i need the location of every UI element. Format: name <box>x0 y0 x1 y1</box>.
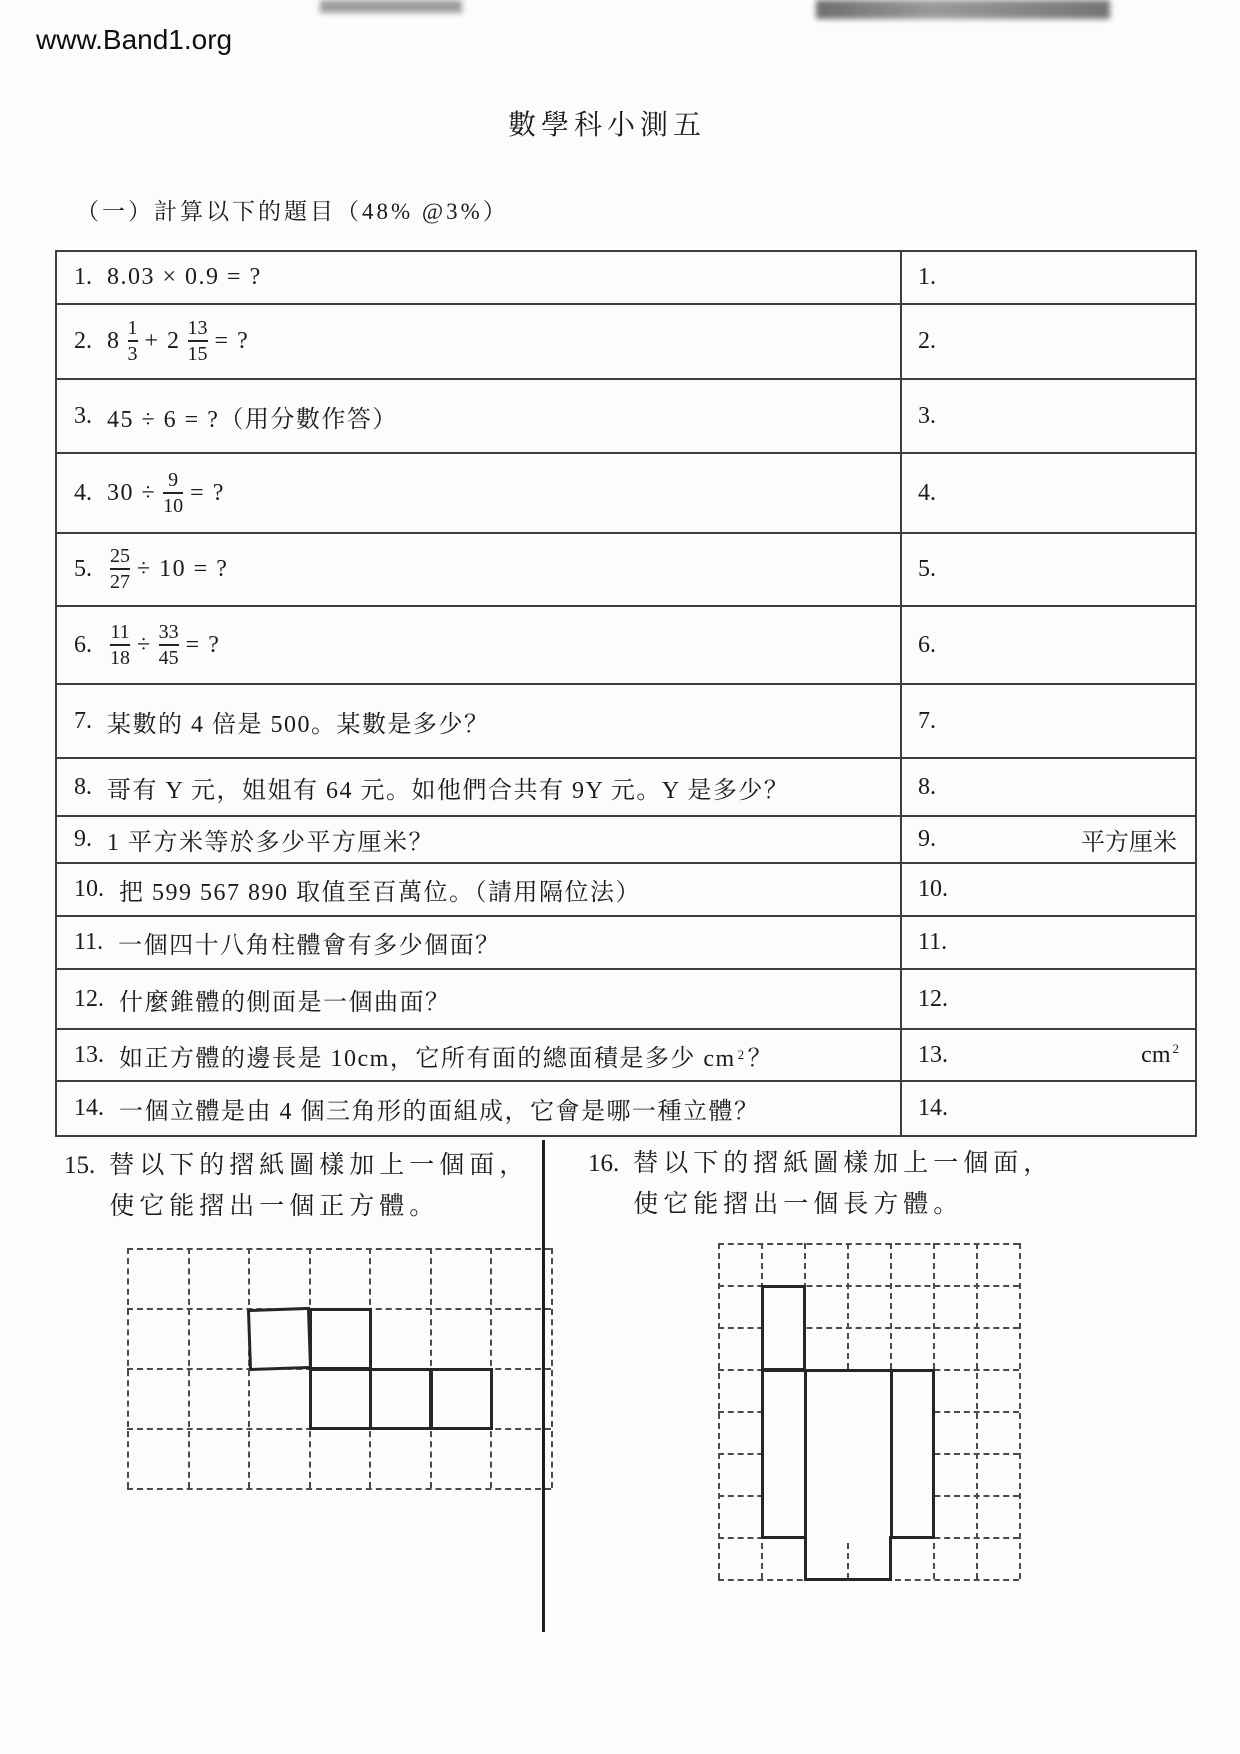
fraction-denominator: 45 <box>159 644 179 669</box>
question-text-part: 把 599 567 890 取值至百萬位。（請用隔位法） <box>119 880 641 906</box>
question-number: 9. <box>74 826 92 852</box>
answer-cell <box>902 685 1195 757</box>
answer-cell <box>902 607 1195 683</box>
answer-number: 4. <box>918 479 936 506</box>
answer-cell <box>902 817 1195 862</box>
superscript: 2 <box>1172 1040 1179 1056</box>
fraction-numerator: 11 <box>110 620 130 643</box>
fraction-denominator: 27 <box>110 568 130 593</box>
table-row <box>57 252 1195 305</box>
question-text <box>105 470 227 517</box>
question-cell <box>57 252 902 303</box>
table-row <box>57 380 1195 454</box>
net-face-outline <box>369 1368 432 1430</box>
grid-line <box>127 1248 551 1250</box>
fraction-denominator: 3 <box>128 340 138 365</box>
question-cell <box>57 1082 902 1135</box>
scan-artifact <box>816 0 1110 19</box>
table-row <box>57 607 1195 685</box>
questions-table <box>55 250 1197 1137</box>
answer-cell <box>902 1082 1195 1135</box>
question-number: 10. <box>74 876 104 902</box>
question-text <box>105 822 436 857</box>
scan-artifact <box>320 0 462 13</box>
table-row <box>57 305 1195 380</box>
question-text-part: = ? <box>214 328 250 354</box>
answer-cell <box>902 252 1195 303</box>
question-15 <box>64 1145 529 1227</box>
question-cell <box>57 305 902 378</box>
question-text-part: 45 ÷ 6 = ?（用分數作答） <box>107 406 398 433</box>
section-heading: （一）計算以下的題目（48% @3%） <box>76 199 509 224</box>
net-face-outline <box>761 1285 806 1371</box>
fraction-numerator: 9 <box>168 468 179 491</box>
question-text-part: ？ <box>747 1045 774 1072</box>
fraction <box>128 318 138 365</box>
question-number: 7. <box>74 707 92 734</box>
question-text-part: 一個立體是由 4 個三角形的面組成，它會是哪一種立體？ <box>119 1099 760 1125</box>
question-number: 13. <box>74 1041 104 1068</box>
question-16 <box>588 1143 1053 1225</box>
answer-number: 9. <box>918 826 936 852</box>
table-row <box>57 864 1195 917</box>
table-row <box>57 454 1195 534</box>
question-cell <box>57 970 902 1028</box>
answer-number: 11. <box>918 929 948 955</box>
table-row <box>57 1030 1195 1082</box>
answer-cell <box>902 917 1195 968</box>
answer-cell <box>902 864 1195 915</box>
question-text-part: + 2 <box>144 328 181 354</box>
question-number: 12. <box>74 985 104 1012</box>
net-face-outline <box>761 1369 935 1539</box>
question-cell <box>57 817 902 862</box>
fraction-numerator: 1 <box>127 317 138 339</box>
net-fold-line <box>804 1369 807 1537</box>
fraction-denominator: 18 <box>110 644 130 669</box>
folding-grid-15 <box>127 1248 551 1489</box>
site-watermark: www.Band1.org <box>36 24 233 55</box>
question-number: 8. <box>74 773 92 800</box>
net-face-outline <box>309 1368 372 1430</box>
question-text-part: 30 ÷ <box>107 479 157 506</box>
fraction-denominator: 15 <box>188 340 208 365</box>
grid-line <box>1019 1243 1021 1579</box>
fraction-numerator: 33 <box>158 620 179 643</box>
fraction-denominator: 10 <box>163 492 183 517</box>
question-number: 1. <box>74 264 92 290</box>
answer-unit <box>1079 822 1179 857</box>
question-text <box>109 1145 529 1227</box>
fraction-numerator: 13 <box>187 317 208 339</box>
fraction-numerator: 25 <box>110 545 130 567</box>
question-text-part: ÷ 10 = ? <box>137 556 229 582</box>
question-text: 如正方體的邊長是 10cm，它所有面的總面積是多少 cm 2 ？ <box>117 1038 775 1073</box>
table-row <box>57 970 1195 1030</box>
question-text-part: 8.03 × 0.9 = ? <box>107 264 262 290</box>
question-number: 14. <box>74 1095 104 1121</box>
question-number: 4. <box>74 479 92 506</box>
question-text-part: cm <box>1141 1041 1171 1068</box>
question-text-part: 什麼錐體的側面是一個曲面？ <box>119 989 451 1016</box>
question-cell <box>57 534 902 605</box>
answer-unit <box>1139 1042 1179 1069</box>
fraction <box>110 546 130 593</box>
question-text-part: ÷ <box>137 631 152 658</box>
question-line: 使它能摺出一個長方體。 <box>633 1191 964 1218</box>
folding-grid-16 <box>718 1243 1020 1580</box>
question-line: 替以下的摺紙圖樣加上一個面， <box>633 1150 1054 1177</box>
answer-number: 7. <box>918 707 936 734</box>
question-line: 替以下的摺紙圖樣加上一個面， <box>109 1152 530 1179</box>
page-title: 數學科小測五 <box>508 110 707 141</box>
answer-cell <box>902 305 1195 378</box>
net-face-outline <box>309 1308 372 1370</box>
table-row <box>57 534 1195 607</box>
question-cell <box>57 1030 902 1080</box>
answer-number: 6. <box>918 631 936 658</box>
question-text-part: = ? <box>185 631 221 658</box>
question-number: 2. <box>74 328 92 354</box>
question-text-part: 1 平方米等於多少平方厘米？ <box>107 830 434 856</box>
table-row <box>57 1082 1195 1135</box>
net-fold-line <box>890 1369 893 1537</box>
question-cell <box>57 759 902 815</box>
question-number: 15. <box>64 1152 96 1179</box>
question-text <box>105 770 791 805</box>
question-cell <box>57 607 902 683</box>
question-text-part: 平方厘米 <box>1081 830 1177 856</box>
question-text <box>116 925 503 960</box>
question-text-part: 一個四十八角柱體會有多少個面？ <box>118 933 501 959</box>
question-text <box>105 318 251 365</box>
net-face-outline <box>430 1368 493 1430</box>
grid-line <box>718 1243 1019 1245</box>
net-face-outline <box>247 1307 312 1371</box>
answer-number: 8. <box>918 773 936 800</box>
grid-line <box>127 1488 551 1490</box>
net-face-outline <box>804 1537 892 1581</box>
question-text-part: 某數的 4 倍是 500。某數是多少？ <box>107 711 490 738</box>
fraction <box>110 622 130 669</box>
question-text-part: = ? <box>190 479 225 506</box>
table-row <box>57 759 1195 817</box>
grid-line <box>551 1248 553 1488</box>
answer-number: 12. <box>918 985 948 1012</box>
answer-number: 10. <box>918 876 948 902</box>
question-line: 使它能摺出一個正方體。 <box>109 1193 440 1220</box>
answer-number: 2. <box>918 328 936 354</box>
answer-number: 3. <box>918 402 936 429</box>
question-number: 16. <box>588 1150 620 1177</box>
question-number: 3. <box>74 402 92 429</box>
question-number: 11. <box>74 929 104 955</box>
answer-cell <box>902 1030 1195 1080</box>
question-text <box>105 264 264 291</box>
question-text <box>105 622 222 669</box>
fraction <box>159 622 179 669</box>
question-text <box>105 704 492 739</box>
question-cell <box>57 917 902 968</box>
question-text-part: 8 <box>107 328 121 354</box>
question-text-part: 哥有 Y 元，姐姐有 64 元。如他們合共有 9Y 元。Y 是多少？ <box>107 777 790 804</box>
fraction <box>188 318 208 365</box>
question-text <box>117 872 643 907</box>
answer-number: 13. <box>918 1041 948 1068</box>
answer-number: 14. <box>918 1095 948 1121</box>
question-number: 5. <box>74 556 92 582</box>
answer-cell <box>902 380 1195 452</box>
question-text <box>117 1091 762 1126</box>
question-text <box>633 1143 1053 1225</box>
question-cell <box>57 380 902 452</box>
question-text <box>105 399 400 434</box>
answer-cell <box>902 970 1195 1028</box>
table-row <box>57 917 1195 970</box>
question-number: 6. <box>74 631 92 658</box>
answer-cell <box>902 534 1195 605</box>
answer-number: 5. <box>918 556 936 582</box>
question-text <box>117 982 453 1017</box>
question-cell <box>57 685 902 757</box>
question-cell <box>57 864 902 915</box>
question-cell <box>57 454 902 532</box>
question-text <box>105 546 230 593</box>
answer-number: 1. <box>918 264 936 290</box>
table-row <box>57 817 1195 864</box>
answer-cell <box>902 454 1195 532</box>
fraction <box>163 470 183 517</box>
question-text-part: 如正方體的邊長是 10cm，它所有面的總面積是多少 cm <box>119 1045 736 1072</box>
table-row <box>57 685 1195 759</box>
answer-cell <box>902 759 1195 815</box>
